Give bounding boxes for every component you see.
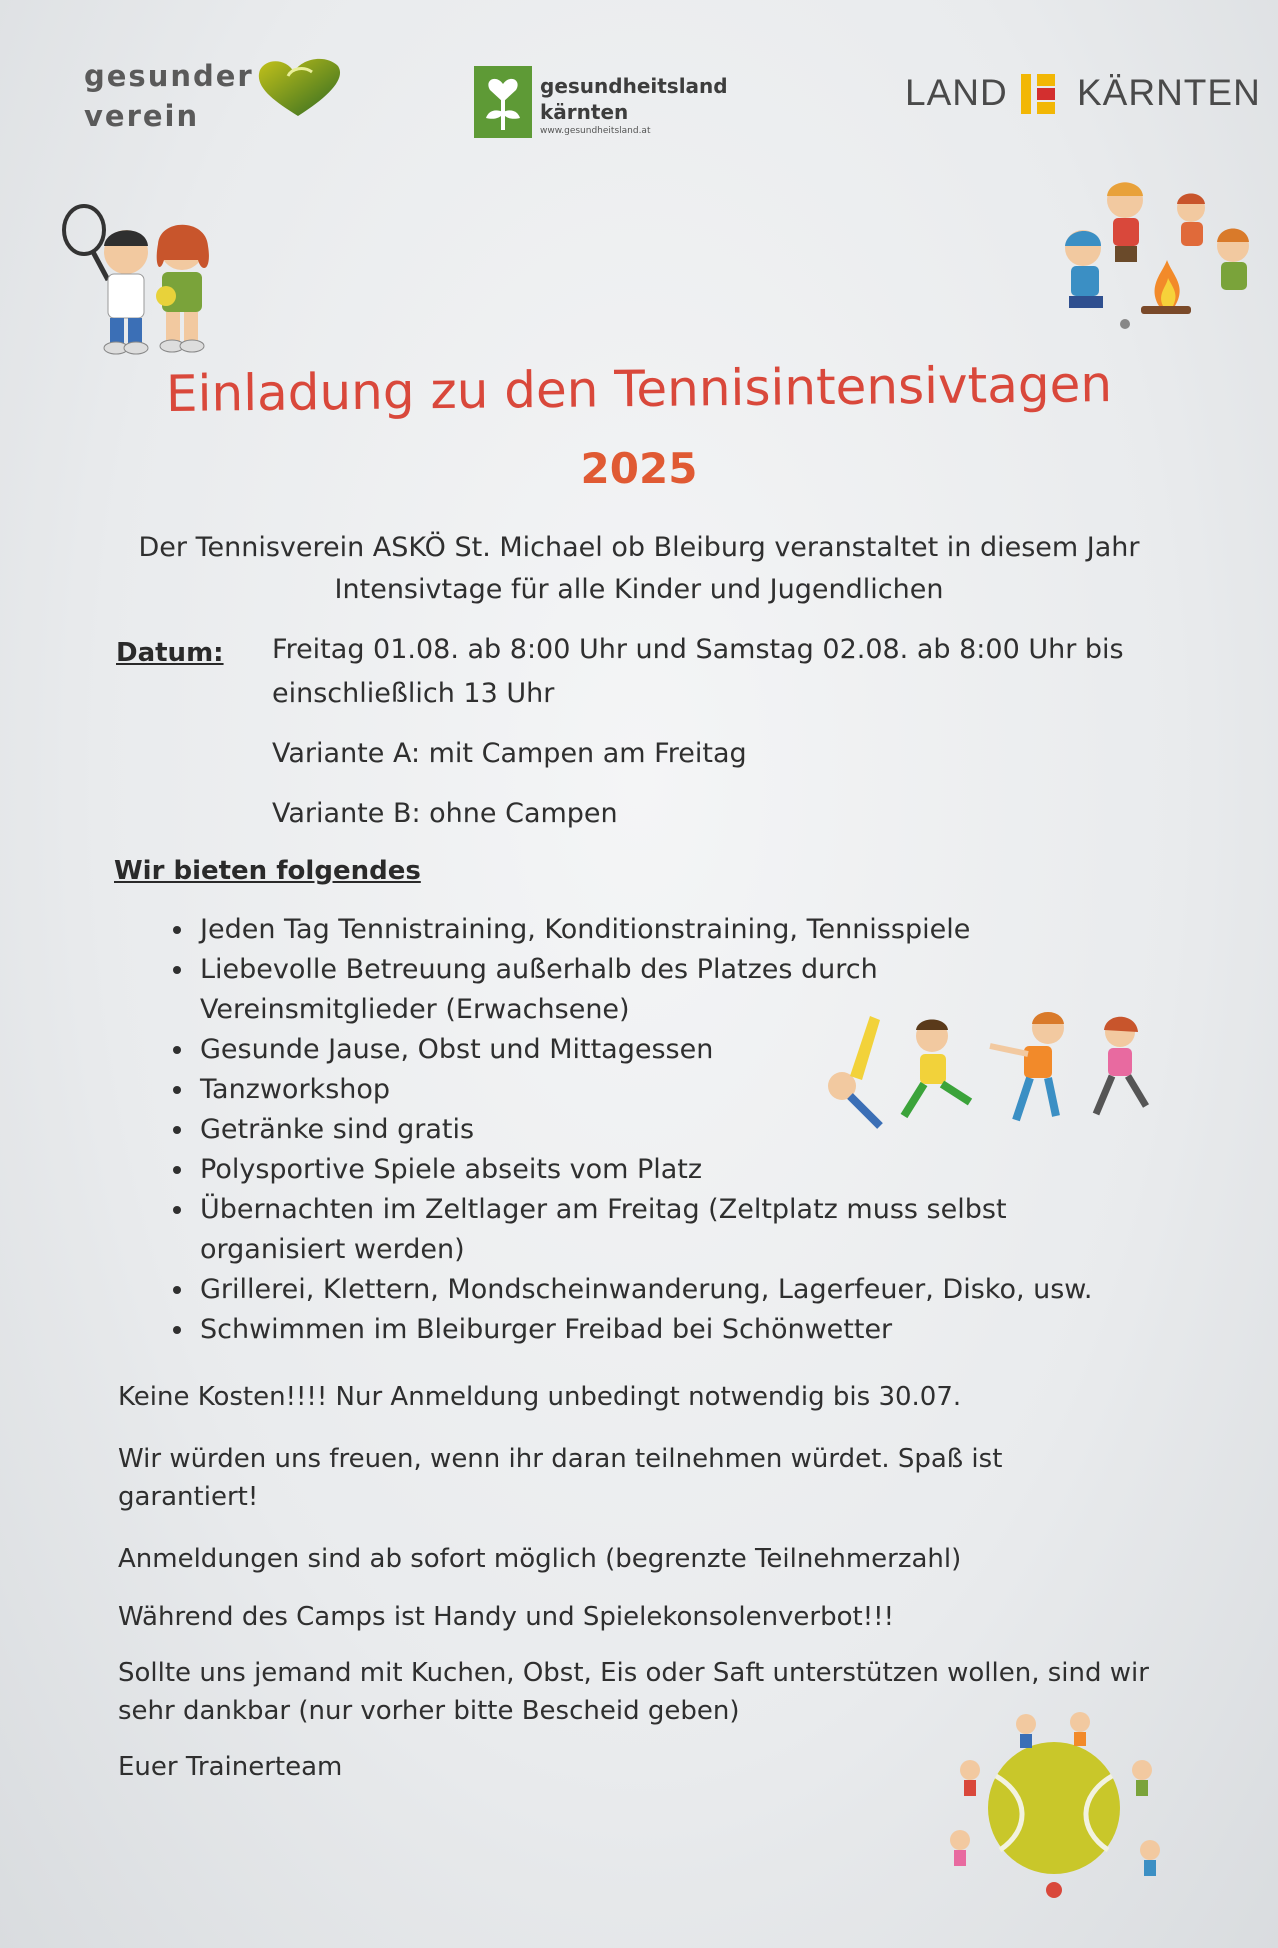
intro-line-1: Der Tennisverein ASKÖ St. Michael ob Bleiburg veranstaltet in diesem Jahr xyxy=(138,532,1140,563)
gesunder-verein-logo xyxy=(84,56,354,166)
gesundheitsland-emblem xyxy=(474,66,532,138)
list-item: • Gesunde Jause, Obst und Mittagessen xyxy=(196,1030,1236,1070)
ban-text: Während des Camps ist Handy und Spielekonsolenverbot!!! xyxy=(118,1602,894,1632)
list-item: • Grillerei, Klettern, Mondscheinwanderung, Lagerfeuer, Disko, usw. xyxy=(196,1270,1236,1310)
gesundheitsland-line1: gesundheitsland xyxy=(540,74,728,98)
date-line-2: einschließlich 13 Uhr xyxy=(272,678,555,709)
gesundheitsland-logo xyxy=(474,64,728,154)
list-item: • Liebevolle Betreuung außerhalb des Platzes durch Vereinsmitglieder (Erwachsene) xyxy=(196,950,1120,1030)
variant-b: Variante B: ohne Campen xyxy=(272,798,618,829)
tennis-kids-illustration xyxy=(56,200,226,360)
date-label: Datum: xyxy=(116,638,224,668)
land-word: LAND xyxy=(905,72,1008,113)
costs-text: Keine Kosten!!!! Nur Anmeldung unbedingt notwendig bis 30.07. xyxy=(118,1382,962,1412)
page-title: Einladung zu den Tennisintensivtagen xyxy=(165,355,1113,423)
registration-text: Anmeldungen sind ab sofort möglich (begrenzte Teilnehmerzahl) xyxy=(118,1544,962,1574)
kaernten-word: KÄRNTEN xyxy=(1077,72,1261,113)
list-item: • Getränke sind gratis xyxy=(196,1110,1236,1150)
list-item: • Übernachten im Zeltlager am Freitag (Zeltplatz muss selbst organisiert werden) xyxy=(196,1190,1160,1270)
gesundheitsland-url: www.gesundheitsland.at xyxy=(540,126,651,136)
signature: Euer Trainerteam xyxy=(118,1752,343,1782)
gesundheitsland-line2: kärnten xyxy=(540,100,629,124)
variant-a: Variante A: mit Campen am Freitag xyxy=(272,738,747,769)
list-item: • Polysportive Spiele abseits vom Platz xyxy=(196,1150,1236,1190)
offers-label: Wir bieten folgendes xyxy=(114,856,421,886)
joy-text: Wir würden uns freuen, wenn ihr daran teilnehmen würdet. Spaß ist garantiert! xyxy=(118,1444,1003,1512)
list-item: • Jeden Tag Tennistraining, Konditionstraining, Tennisspiele xyxy=(196,910,1236,950)
tennis-ball-illustration xyxy=(930,1700,1180,1900)
land-kaernten-logo xyxy=(905,68,1261,118)
gesunder-verein-line2: verein xyxy=(84,99,200,133)
campfire-kids-illustration xyxy=(1055,176,1255,336)
kaernten-flag-icon xyxy=(1017,74,1061,114)
gesunder-verein-line1: gesunder xyxy=(84,59,254,93)
support-text: Sollte uns jemand mit Kuchen, Obst, Eis oder Saft unterstützen wollen, sind wir sehr dankbar (nur vorher bitte Bescheid geben) xyxy=(118,1658,1149,1726)
heart-icon xyxy=(252,56,344,120)
list-item: • Tanzworkshop xyxy=(196,1070,1236,1110)
page-year: 2025 xyxy=(580,444,698,493)
intro-line-2: Intensivtage für alle Kinder und Jugendlichen xyxy=(334,574,944,605)
list-item: • Schwimmen im Bleiburger Freibad bei Schönwetter xyxy=(196,1310,1236,1350)
dancing-kids-illustration xyxy=(820,1006,1160,1136)
date-line-1: Freitag 01.08. ab 8:00 Uhr und Samstag 02.08. ab 8:00 Uhr bis xyxy=(272,634,1124,665)
